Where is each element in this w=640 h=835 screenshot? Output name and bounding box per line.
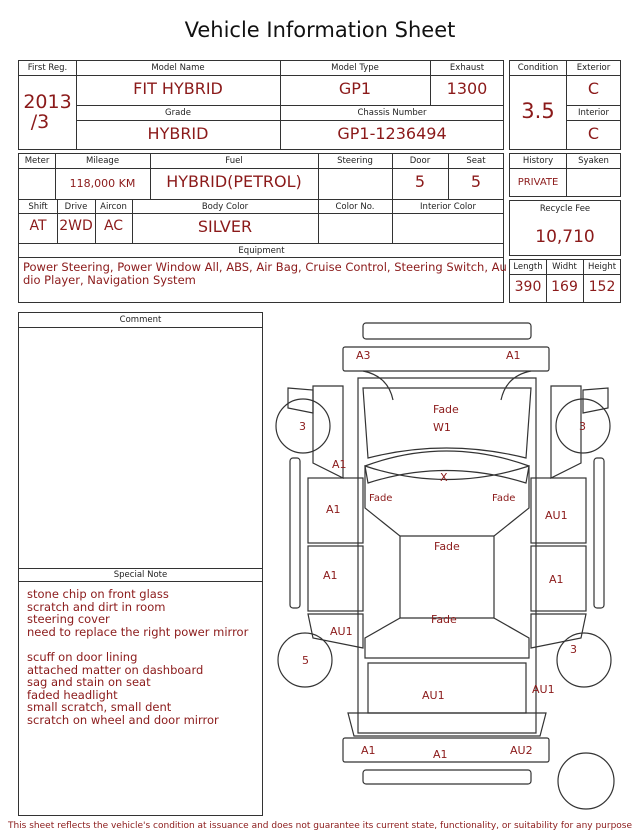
mark-front-bumper-left: A3 — [356, 349, 371, 362]
disclaimer-footer: This sheet reflects the vehicle's condition at issuance and does not guarantee its current state, functionality, or suitability for any purpose — [7, 821, 633, 831]
length-value: 390 — [514, 279, 542, 295]
mark-tire-rear-left: 5 — [302, 654, 309, 667]
meter-label: Meter — [24, 156, 50, 166]
fuel-label: Fuel — [225, 156, 243, 166]
mark-rear-roof: Fade — [431, 613, 457, 626]
rear-window — [368, 663, 526, 713]
condition-label: Condition — [517, 63, 559, 73]
height-value: 152 — [588, 279, 616, 295]
mark-tire-front-right: 3 — [579, 420, 586, 433]
mark-rear-quarter-left: AU1 — [330, 625, 353, 638]
body-color-label: Body Color — [201, 202, 249, 212]
recycle-fee-value: 10,710 — [535, 227, 595, 247]
model-type-value: GP1 — [338, 79, 372, 98]
special-note-item: need to replace the right power mirror — [27, 624, 249, 639]
tire-rear-right — [557, 633, 611, 687]
shift-label: Shift — [28, 202, 48, 212]
mark-front-door-left: A1 — [326, 503, 341, 516]
exterior-value: C — [587, 79, 600, 98]
mark-roof: X — [440, 471, 448, 484]
mark-hood: Fade — [433, 403, 459, 416]
spare-tire — [558, 753, 614, 809]
condition-table — [509, 60, 621, 150]
body-color-value: SILVER — [197, 217, 253, 236]
exhaust-value: 1300 — [446, 79, 488, 98]
seat-value: 5 — [470, 172, 482, 191]
interior-color-label: Interior Color — [420, 202, 476, 212]
door-value: 5 — [414, 172, 426, 191]
door-label: Door — [409, 156, 431, 166]
special-note-item: scratch on wheel and door mirror — [27, 712, 219, 727]
left-side-sill — [290, 458, 300, 608]
mileage-label: Mileage — [85, 156, 120, 166]
recycle-fee-label: Recycle Fee — [539, 204, 591, 214]
interior-value: C — [587, 124, 600, 143]
right-rear-quarter — [531, 614, 586, 648]
right-headlight-arc — [501, 371, 531, 400]
syaken-label: Syaken — [578, 156, 609, 166]
mark-rear-door-left: A1 — [323, 569, 338, 582]
mileage-value: 118,000 KM — [69, 177, 136, 190]
special-note-label: Special Note — [113, 570, 168, 580]
history-label: History — [522, 156, 554, 166]
mark-rear-quarter-right: AU1 — [532, 683, 555, 696]
special-note-list — [27, 588, 262, 727]
mark-rear-bumper-right: AU2 — [510, 744, 533, 757]
special-note-item: small scratch, small dent — [27, 700, 172, 715]
aircon-label: Aircon — [100, 202, 127, 212]
special-note-item: sag and stain on seat — [27, 675, 151, 690]
special-note-item: attached matter on dashboard — [27, 662, 204, 677]
interior-label: Interior — [577, 108, 609, 118]
grade-label: Grade — [165, 108, 191, 118]
mark-tire-front-left: 3 — [299, 420, 306, 433]
mark-pillar-left: Fade — [369, 493, 393, 504]
drive-label: Drive — [64, 202, 88, 212]
mark-roof-mid: Fade — [434, 540, 460, 553]
right-side-sill — [594, 458, 604, 608]
equipment-line-2: dio Player, Navigation System — [23, 273, 196, 287]
seat-label: Seat — [466, 156, 486, 166]
chassis-value: GP1-1236494 — [337, 124, 447, 143]
first-reg-year: 2013 — [23, 91, 72, 113]
mark-tire-rear-right: 3 — [570, 643, 577, 656]
steering-label: Steering — [337, 156, 373, 166]
grade-value: HYBRID — [147, 124, 209, 143]
exhaust-label: Exhaust — [449, 63, 485, 73]
spec-table — [18, 153, 507, 303]
equipment-line-1: Power Steering, Power Window All, ABS, Air Bag, Cruise Control, Steering Switch, Au — [23, 260, 507, 274]
height-label: Height — [587, 262, 617, 272]
mark-pillar-right: Fade — [492, 493, 516, 504]
special-note-item: scuff on door lining — [27, 649, 138, 664]
comment-box — [18, 312, 263, 816]
drive-value: 2WD — [59, 218, 93, 234]
dimensions-table — [509, 259, 621, 303]
mark-front-door-right: AU1 — [545, 509, 568, 522]
mark-fender-left: A1 — [332, 458, 347, 471]
equipment-value — [23, 260, 507, 287]
comment-label: Comment — [119, 315, 162, 325]
aircon-value: AC — [103, 218, 124, 234]
mark-rear-door-right: A1 — [549, 573, 564, 586]
special-note-item: faded headlight — [27, 687, 118, 702]
first-reg-label: First Reg. — [27, 63, 68, 73]
model-type-label: Model Type — [331, 63, 379, 73]
page-title: Vehicle Information Sheet — [184, 18, 456, 42]
first-reg-month: /3 — [30, 111, 50, 133]
color-no-label: Color No. — [335, 202, 375, 212]
mark-trunk: AU1 — [422, 689, 445, 702]
rear-bar — [363, 770, 531, 784]
mark-front-bumper-right: A1 — [506, 349, 521, 362]
left-mirror — [288, 388, 313, 413]
mark-rear-bumper-left: A1 — [361, 744, 376, 757]
width-value: 169 — [551, 279, 578, 295]
special-note-item: scratch and dirt in room — [27, 599, 166, 614]
mark-windshield: W1 — [433, 421, 451, 434]
left-headlight-arc — [363, 371, 393, 400]
shift-value: AT — [29, 218, 47, 234]
vehicle-info-table — [18, 60, 504, 150]
car-damage-diagram — [268, 318, 628, 818]
special-note-item: steering cover — [27, 612, 110, 627]
equipment-label: Equipment — [238, 246, 285, 256]
exterior-label: Exterior — [576, 63, 611, 73]
history-value: PRIVATE — [517, 177, 559, 188]
length-label: Length — [513, 262, 543, 272]
model-name-label: Model Name — [151, 63, 205, 73]
special-note-item: stone chip on front glass — [27, 587, 169, 601]
fuel-value: HYBRID(PETROL) — [166, 172, 302, 191]
history-table — [509, 153, 621, 197]
model-name-value: FIT HYBRID — [133, 79, 223, 98]
condition-value: 3.5 — [521, 99, 555, 123]
width-label: Widht — [552, 262, 577, 272]
recycle-fee-box — [509, 200, 621, 256]
chassis-label: Chassis Number — [357, 108, 427, 118]
mark-rear-bumper-mid: A1 — [433, 748, 448, 761]
front-grille-bar — [363, 323, 531, 339]
